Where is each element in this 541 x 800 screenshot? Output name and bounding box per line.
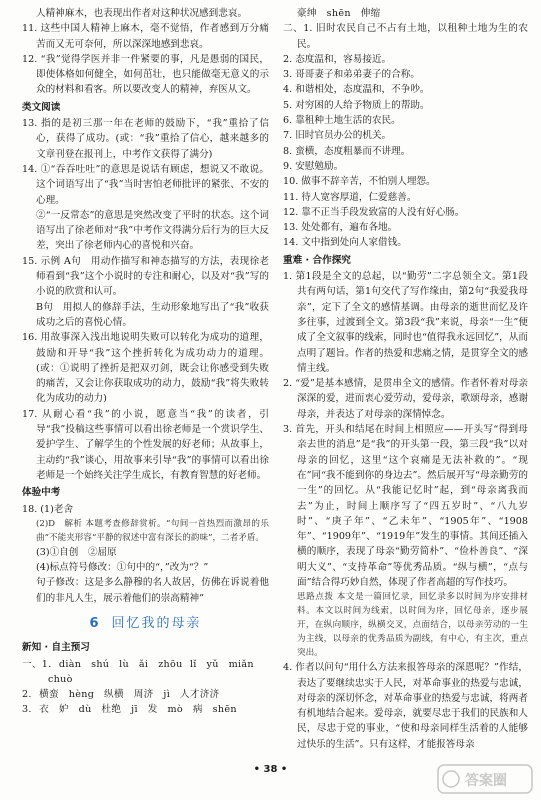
answer-paragraph: (4)标点符号修改：①句中的“，”改为“？” — [36, 562, 209, 574]
answer-paragraph: 一、1. diàn shú lù ǎi zhōu lǐ yǔ miǎn — [22, 658, 254, 670]
answer-paragraph: 13. 处处都有，遍布各地。 — [283, 222, 398, 234]
answer-paragraph: (2)D 解析 本题考查修辞赏析。“句间一首热烈而激昂的乐曲”不能夹形容“平静的叙述中富有深长的韵味”，二者矛盾。 — [36, 518, 269, 543]
preview-section — [22, 640, 269, 717]
answer-paragraph: 14. 文中指到处向人家借钱。 — [283, 237, 407, 249]
answer-paragraph: 15. 示例 A句 用动作描写和神态描写的方法，表现徐老师看到“我”这个小说时的专注和耐心，以及对“我”写的小说的欣赏和认可。 — [22, 255, 269, 298]
answer-paragraph: 7. 旧时官员办公的机关。 — [283, 130, 392, 142]
answer-paragraph: 17. 从耐心看“我”的小说，愿意当“我”的读者，引导“我”投稿这些事情可以看出徐老师是一个赏识学生、爱护学生、了解学生的个性发展的好老师；从故事上，主动约“我”谈心，用故事来引导“我”的事情可以看出徐老师是一个始终关注学生成长，有教育智慧的好老师。 — [22, 408, 269, 481]
answer-paragraph: 10. 做事不辞辛苦，不怕别人埋怨。 — [283, 176, 436, 188]
section-heading: 类文阅读 — [22, 101, 61, 113]
lesson-heading — [22, 616, 269, 632]
answer-paragraph: 人精神麻木，也表现出作者对这种状况感到悲哀。 — [36, 8, 248, 19]
answer-paragraph: B句 用拟人的修辞手法，生动形象地写出了“我”收获成功之后的喜悦心情。 — [36, 301, 269, 328]
answer-paragraph: 16. 用故事深入浅出地说明失败可以转化为成功的道理，鼓励和开导“我”这个挫折转化为成功动力的道理。(或：①说明了挫折是把双刃剑，既会让你感受到失败的痛苦，又会让你获取成功的动力，鼓励“我”将失败转化为成功的动力) — [22, 332, 269, 405]
answer-paragraph: ②“一反常态”的意思是突然改变了平时的状态。这个词语写出了徐老师对“我”中考作文得满分后行为的巨大反差，突出了徐老师内心的喜悦和兴奋。 — [36, 209, 269, 252]
answer-paragraph: 4. 作者以问句“用什么方法来报答母亲的深恩呢？”作结，表达了要继续忠实于人民，对革命事业的热爱与忠诚，对母亲的深切怀念，对革命事业的热爱与忠诚，将两者有机地结合起来。爱母亲，就要尽忠于我们的民族和人民，尽忠于党的事业，“使和母亲同样生活着的人能够过快乐的生活”。只有这样，才能报答母亲 — [283, 662, 528, 750]
answer-paragraph: 2. 态度温和，容易接近。 — [283, 53, 392, 65]
answer-paragraph: 思路点拨 本文是一篇回忆录，回忆录多以时间为序安排材料。本文以时间为线索，以时间为序，回忆母亲，逐步展开，在纵向顺序，纵横交叉，点面结合，以母亲劳动的一生为主线，以母亲的优秀品质为副线，有中心，有主次，重点突出。 — [297, 592, 528, 659]
answer-paragraph: 11. 这些中国人精神上麻木，毫不觉悟，作者感到万分痛苦而又无可奈何，所以深深地感到悲哀。 — [22, 23, 269, 50]
section-heading: 体验中考 — [22, 487, 61, 499]
answer-paragraph: 12. 靠不正当手段发致富的人没有好心肠。 — [283, 206, 465, 218]
answer-paragraph: 18. (1)老舍 — [22, 503, 74, 515]
answer-paragraph: 2. “爱”是基本感情，是贯串全文的感情。作者怀着对母亲深深的爱，进而衷心爱劳动，爱母亲，歌颂母亲，感谢母亲，并表达了对母亲的深情悼念。 — [283, 378, 528, 420]
watermark-text: 答案圈 — [465, 773, 507, 789]
answer-paragraph: 1. 第1段是全文的总起，以“勤劳”二字总领全文。第1段共有两句话，第1句交代了写作缘由，第2句“我爱我母亲”，定下了全文的感情基调。由母亲的逝世而忆及许多往事，过渡到全文。第3段“我”来说，母亲“一生”便成了全文叙事的线索，同时也“值得我永远回忆”，从而点明了题旨。作者的热爱和悲痛之情，是贯穿全文的感情主线。 — [283, 271, 528, 374]
right-answers — [283, 6, 528, 752]
answer-paragraph: 11. 待人宽容厚道，仁爱慈善。 — [283, 191, 417, 203]
answer-paragraph: 14. ①“吞吞吐吐”的意思是说话有顾虑，想说又不敢说。这个词语写出了“我”当时害怕老师批评的紧张、不安的心理。 — [22, 163, 269, 206]
answer-paragraph: 3. 哥哥妻子和弟弟妻子的合称。 — [283, 69, 420, 81]
section-heading: 新知 · 自主预习 — [22, 642, 90, 654]
answer-paragraph: 3. 首先，开头和结尾在时间上相照应——开头写“得到母亲去世的消息”是“我”的开头第一段，第三段“我”以对母亲的回忆，这里“这个哀痛是无法补救的”。“现在”同“我不能到你的身边去”。然后展开写“母亲勤劳的一生”的回忆。从“我能记忆时”起，到“母亲离我而去”为止，时间上顺序写了“四五岁时”、“八九岁时”、“庚子年”、“乙未年”、“1905年”、“1908年”、“1909年”、“1919年”发生的事情。其间还插入横的顺序，表现了母亲“勤劳简朴”、“俭朴善良”、“深明大义”、“支持革命”等优秀品质。“纵与横”，“点与面”结合得巧妙自然，体现了作者高超的写作技巧。 — [283, 424, 528, 588]
page-number: • 38 • — [253, 764, 288, 775]
answer-paragraph: 句子修改：这是多么静穆的名人故居，仿佛在诉说着他们的非凡人生，展示着他们的崇高精神” — [36, 577, 269, 604]
lesson-title: 回忆我的母亲 — [111, 615, 202, 631]
answer-paragraph: 豪绅 shēn 伸缩 — [297, 8, 381, 19]
section-heading: 重难 · 合作探究 — [283, 254, 351, 266]
answer-paragraph: 13. 指的是初三那一年在老师的鼓励下，“我”重拾了信心，获得了成功。(或：“我”重拾了信心，越来越多的文章刊登在报刊上，中考作文获得了满分) — [22, 118, 269, 160]
right-column — [283, 6, 528, 752]
answer-paragraph: 9. 安慰勉励。 — [283, 160, 344, 172]
answer-paragraph: 2. 横蛮 hèng 纵横 周济 jì 人才济济 — [22, 689, 220, 701]
answer-paragraph: 3. 衣 妒 dù 杜绝 jī 发 mò 病 shēn — [22, 704, 237, 716]
answer-paragraph: 12. “我”觉得学医并非一件紧要的事，凡是愚弱的国民，即使体格如何健全，如何茁壮，也只能做毫无意义的示众的材料和看客。所以要改变人的精神，弃医从文。 — [22, 53, 269, 96]
answer-paragraph: 二、1. 旧时农民自己不占有土地，以租种土地为生的农民。 — [283, 23, 528, 50]
answer-paragraph: 4. 和谐相处，态度温和，不争吵。 — [283, 84, 430, 96]
lesson-number: 6 — [89, 615, 99, 631]
answer-paragraph: chuò — [48, 673, 73, 685]
left-answers — [22, 6, 269, 606]
answer-paragraph: 5. 对穷困的人给予物质上的帮助。 — [283, 99, 430, 111]
answer-paragraph: 6. 靠租种土地生活的农民。 — [283, 115, 401, 127]
watermark-logo-icon — [437, 764, 533, 794]
left-column — [22, 6, 269, 718]
answer-paragraph: (3)①自创 ②屈原 — [36, 546, 117, 558]
answer-paragraph: 8. 蛮横，态度粗暴而不讲理。 — [283, 145, 411, 157]
